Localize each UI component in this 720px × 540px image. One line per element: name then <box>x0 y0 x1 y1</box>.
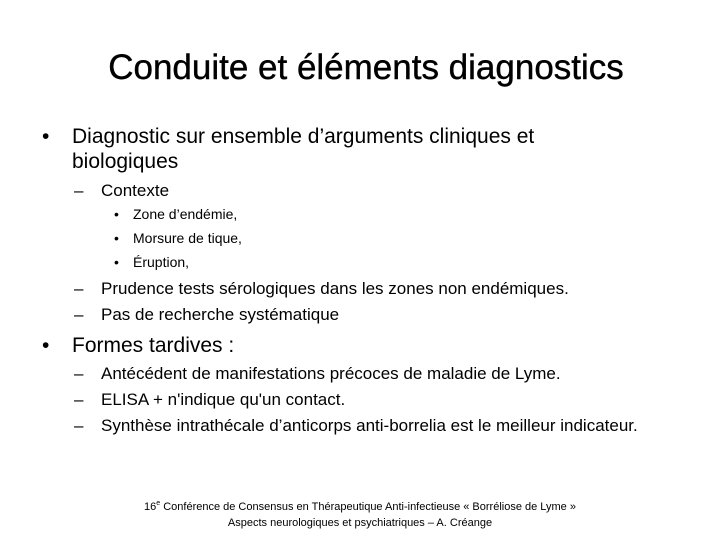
dash-glyph: – <box>74 364 84 383</box>
sub-sub-bullet-text: Zone d’endémie, <box>133 206 238 222</box>
bullet-glyph: • <box>42 334 50 357</box>
bullet-glyph: • <box>114 254 119 270</box>
bullet-text: Diagnostic sur ensemble d’arguments cliniques et biologiques <box>72 125 535 173</box>
sub-bullet-elisa <box>0 389 720 410</box>
bullet-glyph: • <box>114 230 119 246</box>
sub-sub-bullet <box>0 253 720 271</box>
dash-glyph: – <box>74 416 84 435</box>
slide-title: Conduite et éléments diagnostics <box>108 48 624 87</box>
footer-edition-number: 16 <box>144 501 157 513</box>
sub-bullet-pas-de-recherche <box>0 304 720 325</box>
sub-bullet-prudence <box>0 278 720 299</box>
bullet-glyph: • <box>114 206 119 222</box>
slide-footer <box>0 499 720 531</box>
dash-glyph: – <box>74 390 84 409</box>
footer-line-1 <box>0 499 720 515</box>
sub-bullet-text: Synthèse intrathécale d’anticorps anti-borrelia est le meilleur indicateur. <box>101 416 638 435</box>
bullet-diagnostic <box>0 124 720 174</box>
bullet-text: Formes tardives : <box>72 334 235 357</box>
sub-sub-bullet-text: Morsure de tique, <box>133 230 242 246</box>
dash-glyph: – <box>74 181 84 200</box>
sub-bullet-text: ELISA + n'indique qu'un contact. <box>101 390 346 409</box>
dash-glyph: – <box>74 279 84 298</box>
bullet-formes-tardives <box>0 333 720 358</box>
bullet-glyph: • <box>42 125 50 148</box>
sub-sub-bullet <box>0 229 720 247</box>
footer-conference: Conférence de Consensus en Thérapeutique Anti-infectieuse « Borréliose de Lyme » <box>160 501 576 513</box>
sub-bullet-text: Prudence tests sérologiques dans les zones non endémiques. <box>101 279 569 298</box>
sub-sub-bullet-text: Éruption, <box>133 254 190 270</box>
sub-bullet-contexte <box>0 180 720 201</box>
sub-sub-bullet <box>0 205 720 223</box>
sub-bullet-text: Pas de recherche systématique <box>101 305 340 324</box>
footer-edition-suffix: e <box>156 500 161 507</box>
sub-bullet-text: Antécédent de manifestations précoces de maladie de Lyme. <box>101 364 561 383</box>
sub-bullet-antecedent <box>0 363 720 384</box>
footer-line-2: Aspects neurologiques et psychiatriques – A. Créange <box>227 517 493 529</box>
dash-glyph: – <box>74 305 84 324</box>
sub-bullet-synthese <box>0 415 720 457</box>
sub-bullet-text: Contexte <box>101 181 170 200</box>
